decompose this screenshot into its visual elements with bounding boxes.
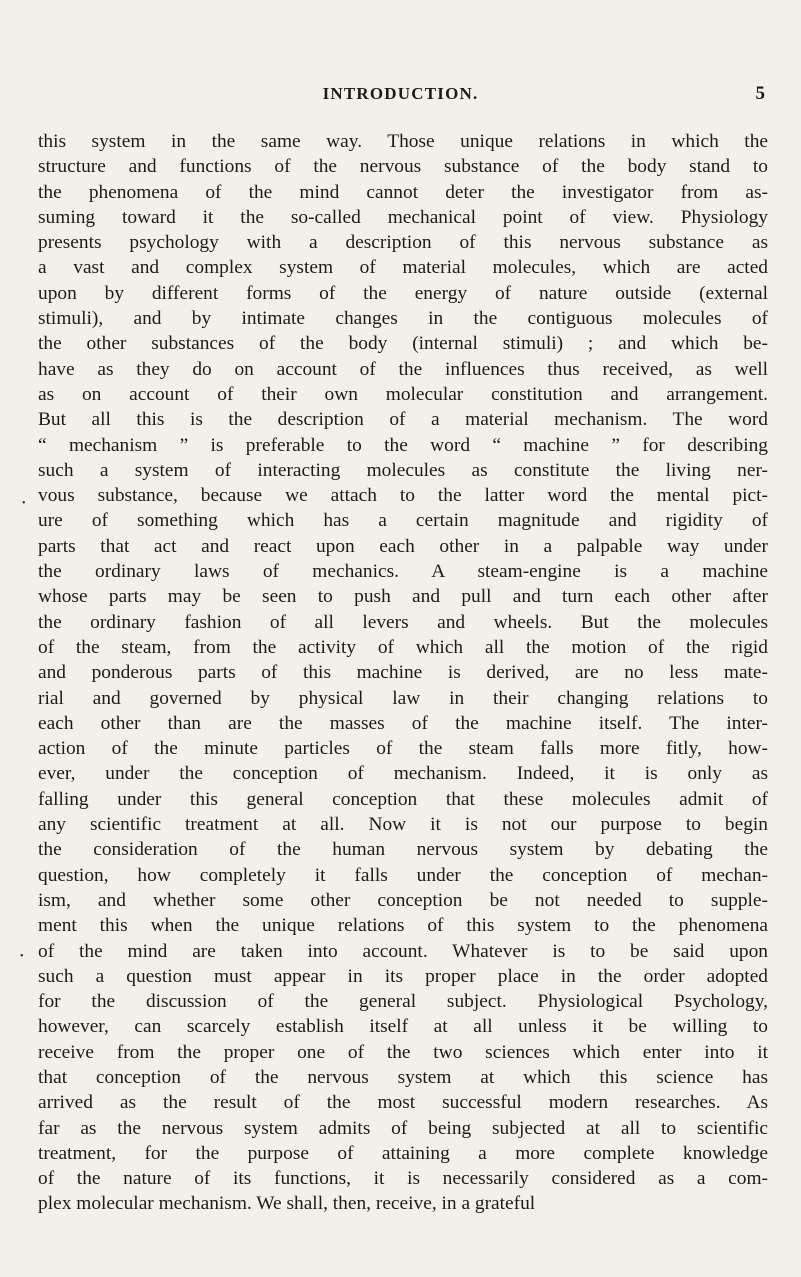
print-speck: • bbox=[20, 951, 24, 962]
text-line: this system in the same way. Those unique relations in which the bbox=[38, 131, 768, 152]
text-line: But all this is the description of a material mechanism. The word bbox=[38, 409, 768, 431]
text-line: and ponderous parts of this machine is derived, are no less mate- bbox=[38, 662, 768, 684]
text-line: “ mechanism ” is preferable to the word “ machine ” for describing bbox=[38, 434, 768, 456]
text-line: the consideration of the human nervous system by debating the bbox=[38, 839, 768, 861]
text-line: ever, under the conception of mechanism. Indeed, it is only as bbox=[38, 763, 768, 785]
text-line: plex molecular mechanism. We shall, then, receive, in a grateful bbox=[38, 1193, 536, 1215]
text-line: treatment, for the purpose of attaining a more complete knowledge bbox=[38, 1142, 768, 1164]
text-line: such a system of interacting molecules as constitute the living ner- bbox=[38, 459, 768, 481]
text-line: that conception of the nervous system at which this science has bbox=[38, 1066, 768, 1088]
text-line: any scientific treatment at all. Now it is not our purpose to begin bbox=[38, 814, 768, 836]
text-line: upon by different forms of the energy of nature outside (external bbox=[38, 282, 768, 304]
text-line: stimuli), and by intimate changes in the contiguous molecules of bbox=[38, 308, 768, 330]
text-line: action of the minute particles of the steam falls more fitly, how- bbox=[38, 738, 768, 760]
text-line: suming toward it the so-called mechanical point of view. Physiology bbox=[38, 206, 768, 228]
page-number: 5 bbox=[755, 83, 765, 104]
text-line: receive from the proper one of the two sciences which enter into it bbox=[38, 1041, 768, 1063]
text-line: the ordinary laws of mechanics. A steam-engine is a machine bbox=[38, 561, 768, 583]
running-title: INTRODUCTION. bbox=[322, 84, 479, 103]
text-line: far as the nervous system admits of being subjected at all to scientific bbox=[38, 1117, 768, 1139]
text-line: ment this when the unique relations of this system to the phenomena bbox=[38, 915, 768, 937]
text-line: structure and functions of the nervous substance of the body stand to bbox=[38, 156, 768, 178]
text-line: ure of something which has a certain magnitude and rigidity of bbox=[38, 510, 768, 532]
text-line: of the nature of its functions, it is necessarily considered as a com- bbox=[38, 1168, 768, 1190]
text-line: parts that act and react upon each other in a palpable way under bbox=[38, 535, 768, 557]
text-line: the phenomena of the mind cannot deter the investigator from as- bbox=[38, 181, 768, 203]
text-line: ism, and whether some other conception be not needed to supple- bbox=[38, 889, 768, 911]
body-text bbox=[38, 129, 768, 1217]
text-line: however, can scarcely establish itself at all unless it be willing to bbox=[38, 1016, 768, 1038]
text-line: whose parts may be seen to push and pull and turn each other after bbox=[38, 586, 768, 608]
text-line: falling under this general conception that these molecules admit of bbox=[38, 788, 768, 810]
text-line: the other substances of the body (internal stimuli) ; and which be- bbox=[38, 333, 768, 355]
text-line: of the steam, from the activity of which all the motion of the rigid bbox=[38, 636, 768, 658]
text-line: the ordinary fashion of all levers and wheels. But the molecules bbox=[38, 611, 768, 633]
text-line: arrived as the result of the most successful modern researches. As bbox=[38, 1092, 768, 1114]
text-line: rial and governed by physical law in their changing relations to bbox=[38, 687, 768, 709]
text-line: as on account of their own molecular constitution and arrangement. bbox=[38, 383, 768, 405]
text-line: vous substance, because we attach to the latter word the mental pict- bbox=[38, 485, 768, 507]
text-line: a vast and complex system of material molecules, which are acted bbox=[38, 257, 768, 279]
text-line: such a question must appear in its proper place in the order adopted bbox=[38, 965, 768, 987]
text-line: presents psychology with a description of this nervous substance as bbox=[38, 232, 768, 254]
text-line: each other than are the masses of the machine itself. The inter- bbox=[38, 712, 768, 734]
text-line: question, how completely it falls under the conception of mechan- bbox=[38, 864, 768, 886]
text-line: have as they do on account of the influences thus received, as well bbox=[38, 358, 768, 380]
print-speck: • bbox=[22, 498, 26, 509]
running-head bbox=[0, 84, 801, 108]
text-line: for the discussion of the general subject. Physiological Psychology, bbox=[38, 991, 768, 1013]
text-line: of the mind are taken into account. Whatever is to be said upon bbox=[38, 940, 768, 962]
